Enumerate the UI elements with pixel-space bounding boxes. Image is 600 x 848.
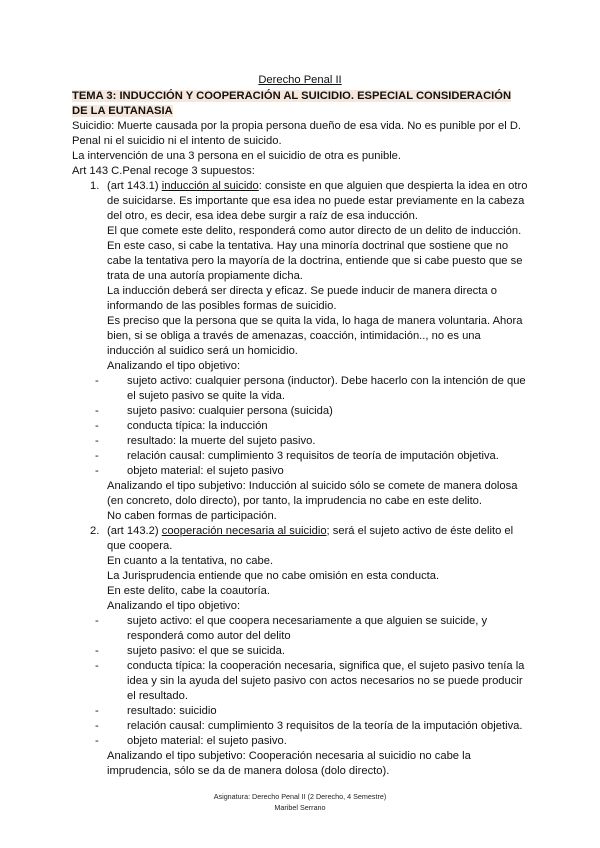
list-item: - relación causal: cumplimiento 3 requisitos de la teoría de la imputación objetiva. (95, 720, 523, 732)
title-block (72, 89, 512, 119)
item-paragraph: Analizando el tipo objetivo: (107, 360, 241, 372)
item-term: inducción al suicido (161, 180, 259, 192)
numbered-item-2 (72, 524, 528, 614)
dash-bullet: - (95, 405, 99, 417)
dash-bullet: - (95, 435, 99, 447)
item-ref: (art 143.2) (107, 525, 162, 537)
numbered-item-1 (72, 179, 528, 374)
item-number: 1. (90, 180, 100, 192)
dash-bullet: - (95, 615, 99, 627)
numbered-item-2-after (72, 749, 528, 779)
item-definition: : consiste en que alguien que despierta la idea en otro de suicidarse. Es importante que esa idea no puede estar previamente en la cabeza del otro, es decir, esa idea debe surgir a raíz de esa inducción. (107, 180, 528, 222)
list-item: - sujeto activo: cualquier persona (inductor). Debe hacerlo con la intención de que el sujeto pasivo se quite la vida. (95, 375, 526, 402)
intro-paragraph: La intervención de una 3 persona en el suicidio de otra es punible. (72, 150, 402, 162)
list-item: - relación causal: cumplimiento 3 requisitos de teoría de imputación objetiva. (95, 450, 499, 462)
dash-bullet: - (95, 465, 99, 477)
dash-bullet: - (95, 660, 99, 672)
dash-list-1 (72, 374, 528, 479)
page-footer (0, 791, 600, 813)
item-ref: (art 143.1) (107, 180, 162, 192)
list-item: - conducta típica: la inducción (95, 420, 268, 432)
intro-paragraph: Art 143 C.Penal recoge 3 supuestos: (72, 165, 255, 177)
dash-bullet: - (95, 450, 99, 462)
list-item: - conducta típica: la cooperación necesaria, significa que, el sujeto pasivo tenía la idea y sin la ayuda del sujeto pasivo con actos necesarios no se puede producir el resultado. (95, 660, 525, 702)
dash-list-2 (72, 614, 528, 749)
list-item: - sujeto pasivo: el que se suicida. (95, 645, 285, 657)
item-paragraph: Analizando el tipo subjetivo: Inducción al suicido sólo se comete de manera dolosa (en concreto, dolo directo), por tanto, la imprudencia no cabe en este delito. (107, 480, 518, 507)
item-paragraph: La Jurisprudencia entiende que no cabe omisión en esta conducta. (107, 570, 440, 582)
document-page (72, 73, 528, 779)
dash-bullet: - (95, 720, 99, 732)
item-paragraph: En cuanto a la tentativa, no cabe. (107, 555, 274, 567)
item-paragraph: No caben formas de participación. (107, 510, 277, 522)
list-item: - resultado: la muerte del sujeto pasivo. (95, 435, 316, 447)
dash-bullet: - (95, 705, 99, 717)
item-term: cooperación necesaria al suicidio (161, 525, 327, 537)
dash-bullet: - (95, 645, 99, 657)
item-number: 2. (90, 525, 100, 537)
intro-paragraph: Suicidio: Muerte causada por la propia persona dueño de esa vida. No es punible por el D. Penal ni el suicidio ni el intento de suicido. (72, 120, 522, 147)
list-item: - objeto material: el sujeto pasivo. (95, 735, 287, 747)
item-paragraph: En este caso, si cabe la tentativa. Hay una minoría doctrinal que sostiene que no cabe la tentativa pero la mayoría de la doctrina, entiende que si cabe puesto que se trata de una autoría propiamente dicha. (107, 240, 523, 282)
item-paragraph: Analizando el tipo objetivo: (107, 600, 241, 612)
item-definition: ; será el sujeto activo de éste delito el que coopera. (107, 525, 514, 552)
dash-bullet: - (95, 735, 99, 747)
list-item: - objeto material: el sujeto pasivo (95, 465, 284, 477)
item-lead (107, 524, 528, 554)
item-paragraph: Analizando el tipo subjetivo: Cooperación necesaria al suicidio no cabe la imprudencia, sólo se da de manera dolosa (dolo directo). (107, 750, 471, 777)
item-paragraph: La inducción deberá ser directa y eficaz. Se puede inducir de manera directa o informando de las posibles formas de suicidio. (107, 285, 497, 312)
item-paragraph: El que comete este delito, responderá como autor directo de un delito de inducción. (107, 225, 522, 237)
dash-bullet: - (95, 375, 99, 387)
item-paragraph: En este delito, cabe la coautoría. (107, 585, 270, 597)
list-item: - resultado: suicidio (95, 705, 217, 717)
document-header: Derecho Penal II (258, 74, 342, 86)
footer-author: Maribel Serrano (274, 803, 326, 812)
item-lead (107, 179, 528, 224)
document-title: TEMA 3: INDUCCIÓN Y COOPERACIÓN AL SUICIDIO. ESPECIAL CONSIDERACIÓN DE LA EUTANASIA (72, 90, 512, 117)
item-paragraph: Es preciso que la persona que se quita la vida, lo haga de manera voluntaria. Ahora bien, si se obliga a través de amenazas, coacción, intimidación.., no es una inducción al suidico será un homicidio. (107, 315, 523, 357)
list-item: - sujeto activo: el que coopera necesariamente a que alguien se suicide, y responderá como autor del delito (95, 615, 488, 642)
numbered-item-1-after (72, 479, 528, 524)
dash-bullet: - (95, 420, 99, 432)
list-item: - sujeto pasivo: cualquier persona (suicida) (95, 405, 333, 417)
footer-subject: Asignatura: Derecho Penal II (2 Derecho, 4 Semestre) (213, 792, 387, 801)
